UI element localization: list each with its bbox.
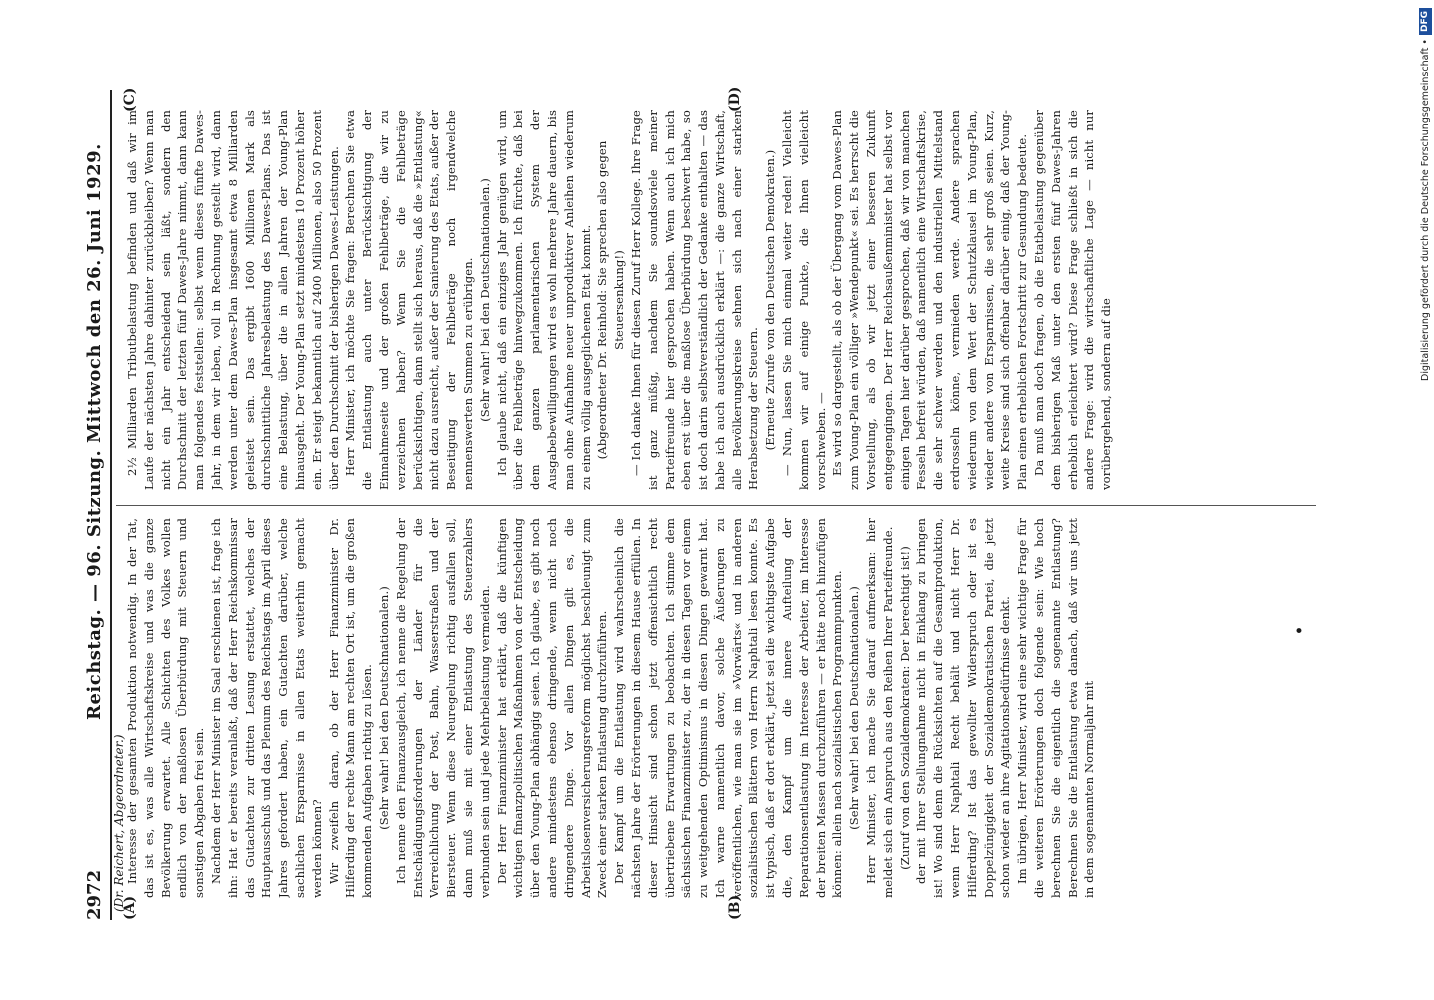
paragraph: — Ich danke Ihnen für diesen Zuruf Herr Kollege. Ihre Frage ist ganz müßig, nachdem Sie soundsoviele meiner Parteifreunde hier gesprochen haben. Wenn auch ich mich eben erst über die maßlose Überbürdung beschwert habe, so ist doch darin selbstverständlich der Gedanke enthalten — das habe ich auch ausdrücklich erklärt —: die ganze Wirtschaft, alle Bevölkerungskreise sehnen sich nach einer starken Herabsetzung der Steuern.: [628, 110, 761, 490]
dfg-credit-text: Digitalisierung gefördert durch die Deutsche Forschungsgemeinschaft •: [1419, 39, 1431, 381]
margin-marker-d: (D): [727, 86, 743, 112]
interjection: (Sehr wahr! bei den Deutschnationalen.): [477, 178, 492, 422]
dfg-logo: DFG: [1419, 8, 1432, 35]
paragraph: Wir zweifeln daran, ob der Herr Finanzminister Dr. Hilferding der rechte Mann am rechten Ort ist, um die großen kommenden Aufgaben richtig zu lösen.: [326, 518, 375, 898]
paragraph: 2½ Milliarden Tributbelastung befinden und daß wir im Laufe der nächsten Jahre dahinter zurückbleiben? Wenn man nicht ein Jahr entscheidend sein läßt, sondern den Durchschnitt der letzten fünf Dawes-Jahre nimmt, dann kann man folgendes feststellen: selbst wenn dieses fünfte Dawes-Jahr, in dem wir leben, voll in Rechnung gestellt wird, dann werden unter dem Dawes-Plan insgesamt etwa 8 Milliarden geleistet sein. Das ergibt 1600 Millionen Mark als durchschnittliche Jahresbelastung des Dawes-Plans. Das ist eine Belastung, über die in allen Jahren der Young-Plan hinausgeht. Der Young-Plan setzt mindestens 10 Prozent höher ein. Er steigt bekanntlich auf 2400 Millionen, also 50 Prozent über den Durchschnitt der bisherigen Dawes-Leistungen.: [125, 110, 341, 490]
interjection: (Zuruf von den Sozialdemokraten: Der berechtigt ist!): [897, 546, 912, 870]
paragraph: Herr Minister, ich mache Sie darauf aufmerksam: hier meldet sich ein Anspruch aus den Reihen Ihrer Parteifreunde.: [864, 518, 895, 898]
text-column-left: [124, 518, 1319, 898]
footer-mark: •: [1292, 626, 1308, 635]
paragraph: Nachdem der Herr Minister im Saal erschienen ist, frage ich ihn: Hat er bereits veranlaßt, daß der Herr Reichskommissar das Gutachten zur dritten Lesung erstattet, welches der Hauptausschuß und das Plenum des Reichstags im April dieses Jahres gefordert haben, ein Gutachten darüber, welche sachlichen Ersparnisse in allen Etats weiterhin gemacht werden können?: [208, 518, 324, 898]
interjection: (Sehr wahr! bei den Deutschnationalen.): [847, 586, 862, 830]
paragraph: Ich nenne den Finanzausgleich, ich nenne die Regelung der Entschädigungsforderungen der Länder für die Verreichlichung der Post, Bahn, Wasserstraßen und der Biersteuer. Wenn diese Neuregelung richtig ausfallen soll, dann muß sie mit einer Entlastung des Steuerzahlers verbunden sein und jede Mehrbelastung vermeiden.: [393, 518, 492, 898]
interjection: (Erneute Zurufe von den Deutschen Demokraten.): [763, 149, 778, 451]
speaker-note: (Dr. Reichert, Abgeordneter.): [112, 734, 126, 912]
paragraph: Interesse der gesamten Produktion notwendig. In der Tat, das ist es, was alle Wirtschaftskreise und was die ganze Bevölkerung erwartet. Alle Schichten des Volkes wollen endlich von der maßlosen Überbürdung mit Steuern und sonstigen Abgaben frei sein.: [125, 518, 207, 898]
paragraph: Da muß man doch fragen, ob die Etatbelastung gegenüber dem bisherigen Maß unter den ersten fünf Dawes-Jahren erheblich erleichtert wird? Diese Frage schließt in sich die andere Frage: wird die wirtschaftliche Lage — nicht nur vorübergehend, sondern auf die: [1032, 110, 1114, 490]
page-headline: Reichstag. — 96. Sitzung. Mittwoch den 26. Juni 1929.: [84, 143, 105, 720]
paragraph: der mit Ihrer Stellungnahme nicht in Einklang zu bringen ist! Wo sind denn die Rücksichten auf die Gesamtproduktion, wenn Herr Naphtali Recht behält und nicht Herr Dr. Hilferding? Ist das gewollter Widerspruch oder ist es Doppelzüngigkeit der Sozialdemokratischen Partei, die jetzt schon wieder an ihre Agitationsbedürfnisse denkt.: [914, 518, 1013, 898]
text-column-right: [124, 110, 1319, 490]
paragraph: Es wird so dargestellt, als ob der Übergang vom Dawes-Plan zum Young-Plan ein völliger »Wendepunkt« sei. Es herrscht die Vorstellung, als ob wir jetzt einer besseren Zukunft entgegengingen. Der Herr Reichsaußenminister hat selbst vor einigen Tagen hier darüber gesprochen, daß wir von manchen Fesseln befreit würden, daß namentlich eine Wirtschaftskrise, die sehr schwer werden und den industriellen Mittelstand erdrosseln könne, vermieden werde. Andere sprachen wiederum von dem Wert der Schutzklausel im Young-Plan, wieder andere von Ersparnissen, die sehr groß seien. Kurz, weite Kreise sind sich offenbar darüber einig, daß der Young-Plan einen erheblichen Fortschritt zur Gesundung bedeute.: [830, 110, 1030, 490]
paragraph: — Nun, lassen Sie mich einmal weiter reden! Vielleicht kommen wir auf einige Punkte, die Ihnen vielleicht vorschweben. —: [780, 110, 828, 490]
margin-marker-b: (B): [727, 894, 743, 920]
column-divider: [116, 505, 1316, 506]
paragraph: Der Herr Finanzminister hat erklärt, daß die künftigen wichtigen finanzpolitischen Maßnahmen von der Entscheidung über den Young-Plan abhängig seien. Ich glaube, es gibt noch andere mindestens ebenso dringende, wenn nicht noch dringendere Dinge. Vor allen Dingen gilt es, die Arbeitslosenversicherungsreform möglichst beschleunigt zum Zweck einer starken Entlastung durchzuführen.: [494, 518, 610, 898]
page-number: 2972: [84, 869, 105, 920]
page-header: [82, 90, 110, 920]
interjection: (Abgeordneter Dr. Reinhold: Sie sprechen also gegen Steuersenkung!): [595, 140, 627, 460]
margin-marker-c: (C): [122, 87, 138, 112]
paragraph: Der Kampf um die Entlastung wird wahrscheinlich die nächsten Jahre der Erörterungen in diesem Hause erfüllen. In dieser Hinsicht sind schon jetzt offensichtlich recht übertriebene Erwartungen zu beobachten. Ich stimme dem sächsischen Finanzminister zu, der in diesen Tagen vor einem zu weitgehenden Optimismus in diesen Dingen gewarnt hat. Ich warne namentlich davor, solche Äußerungen zu veröffentlichen, wie man sie im »Vorwärts« und in anderen sozialistischen Blättern von Herrn Naphtali lesen konnte. Es ist typisch, daß er dort erklärt, jetzt sei die wichtigste Aufgabe die, den Kampf um die innere Aufteilung der Reparationsentlastung im Interesse der Arbeiter, im Interesse der breiten Massen durchzuführen — er hätte noch hinzufügen können: allein nach sozialistischen Programmpunkten.: [612, 518, 845, 898]
interjection: (Sehr wahr! bei den Deutschnationalen.): [376, 586, 391, 830]
paragraph: Ich glaube nicht, daß ein einziges Jahr genügen wird, um über die Fehlbeträge hinwegzukommen. Ich fürchte, daß bei dem ganzen parlamentarischen System der Ausgabebewilligungen wird es wohl mehrere Jahre dauern, bis man ohne Aufnahme neuer unproduktiver Anleihen wiederum zu einem völlig ausgeglichenen Etat kommt.: [494, 110, 593, 490]
dfg-sidebar: [1418, 8, 1432, 698]
margin-marker-a: (A): [122, 895, 138, 920]
paragraph: Im übrigen, Herr Minister, wird eine sehr wichtige Frage für die weiteren Erörterungen doch folgende sein: Wie hoch berechnen Sie die eigentlich die sogenannte Entlastung? Berechnen Sie die Entlastung etwa danach, daß wir uns jetzt in dem sogenannten Normaljahr mit: [1015, 518, 1097, 898]
rotated-page: [82, 86, 1327, 920]
paragraph: Herr Minister, ich möchte Sie fragen: Berechnen Sie etwa die Entlastung auch unter Berücksichtigung der Einnahmeseite und der großen Fehlbeträge, die wir zu verzeichnen haben? Wenn Sie die Fehlbeträge berücksichtigen, dann stellt sich heraus, daß die »Entlastung« nicht dazu ausreicht, außer der Sanierung des Etats, außer der Beseitigung der Fehlbeträge noch irgendwelche nennenswerten Summen zu erübrigen.: [343, 110, 475, 490]
